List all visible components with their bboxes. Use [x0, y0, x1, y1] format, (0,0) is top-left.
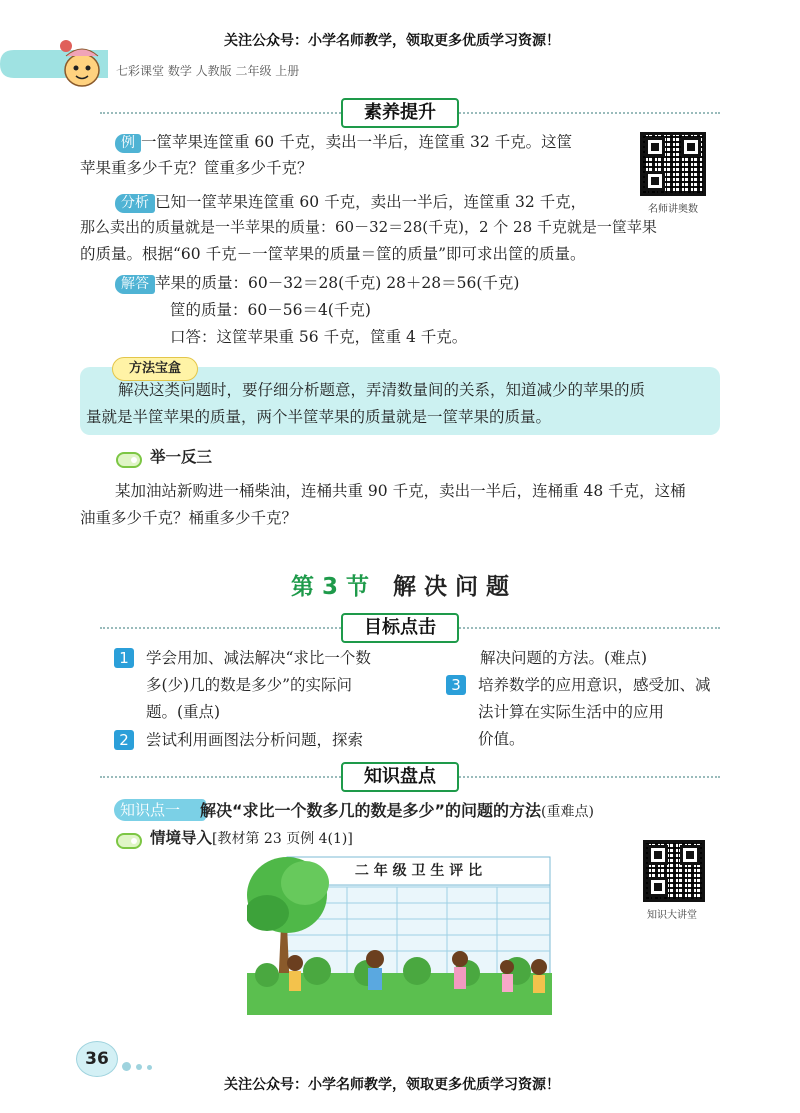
- illustration-hygiene-board: [247, 855, 552, 1015]
- goal-3-line-1: 培养数学的应用意识，感受加、减: [478, 676, 711, 694]
- qr-code-icon[interactable]: [643, 840, 705, 902]
- analysis-line-1: 分析 已知一筐苹果连筐重 60 千克，卖出一半后，连筐重 32 千克，: [115, 189, 586, 216]
- scenario-intro: 情境导入[教材第 23 页例 4(1)]: [150, 829, 353, 847]
- answer-line-3: 口答：这筐苹果重 56 千克，筐重 4 千克。: [170, 328, 468, 346]
- answer-line-1: 解答 苹果的质量：60－32＝28(千克) 28＋28＝56(千克): [115, 270, 519, 297]
- practice-line-2: 油重多少千克？桶重多少千克？: [80, 509, 298, 527]
- example-line-1: 例 一筐苹果连筐重 60 千克，卖出一半后，连筐重 32 千克。这筐: [115, 129, 572, 156]
- decor-dot: [147, 1065, 152, 1070]
- section-3-title: 第 3 节 解 决 问 题: [290, 574, 510, 600]
- example-line-2: 苹果重多少千克？筐重多少千克？: [80, 159, 313, 177]
- goal-number-3: 3: [446, 675, 466, 695]
- speech-bubble-icon: [116, 833, 142, 849]
- practice-title: 举一反三: [150, 448, 213, 466]
- example-label: 例: [115, 134, 141, 153]
- qr-caption-1: 名师讲奥数: [648, 204, 698, 215]
- decor-dot: [122, 1062, 131, 1071]
- section-tag-goals: 目标点击: [341, 613, 459, 643]
- goal-number-1: 1: [114, 648, 134, 668]
- speech-bubble-icon: [116, 452, 142, 468]
- method-tip-badge: 方法宝盒: [112, 357, 198, 381]
- goal-3-line-3: 价值。: [478, 730, 525, 748]
- answer-label: 解答: [115, 275, 155, 294]
- qr-caption-2: 知识大讲堂: [647, 910, 697, 921]
- practice-line-1: 某加油站新购进一桶柴油，连桶共重 90 千克，卖出一半后，连桶重 48 千克，这桶: [115, 482, 686, 500]
- promo-banner-top: 关注公众号：小学名师教学，领取更多优质学习资源！: [224, 33, 560, 49]
- goal-number-2: 2: [114, 730, 134, 750]
- goal-1-line-2: 多(少)几的数是多少”的实际问: [146, 676, 353, 694]
- knowledge-point-label: 知识点一: [114, 799, 206, 821]
- analysis-label: 分析: [115, 194, 155, 213]
- tip-line-1: 解决这类问题时，要仔细分析题意，弄清数量间的关系，知道减少的苹果的质: [118, 381, 646, 399]
- section-tag-suyang: 素养提升: [341, 98, 459, 128]
- promo-banner-bottom: 关注公众号：小学名师教学，领取更多优质学习资源！: [224, 1077, 560, 1093]
- knowledge-point-title: 解决“求比一个数多几的数是多少”的问题的方法(重难点): [200, 801, 594, 820]
- analysis-line-2: 那么卖出的质量就是一半苹果的质量：60－32＝28(千克)，2 个 28 千克就是一筐苹果: [80, 218, 657, 236]
- goal-2-line-2: 解决问题的方法。(难点): [480, 649, 648, 667]
- goal-2-line-1: 尝试利用画图法分析问题，探索: [146, 731, 364, 749]
- goal-3-line-2: 法计算在实际生活中的应用: [478, 703, 665, 721]
- page-number: 36: [76, 1041, 118, 1077]
- decor-dot: [136, 1064, 142, 1070]
- book-title: 七彩课堂 数学 人教版 二年级 上册: [116, 64, 300, 78]
- analysis-line-3: 的质量。根据“60 千克－一筐苹果的质量＝筐的质量”即可求出筐的质量。: [80, 245, 586, 263]
- goal-1-line-3: 题。(重点): [146, 703, 221, 721]
- qr-code-icon[interactable]: [640, 132, 706, 196]
- tip-line-2: 量就是半筐苹果的质量，两个半筐苹果的质量就是一筐苹果的质量。: [86, 408, 552, 426]
- mascot-icon: [52, 36, 112, 92]
- goal-1-line-1: 学会用加、减法解决“求比一个数: [146, 649, 371, 667]
- answer-line-2: 筐的质量：60－56＝4(千克): [170, 301, 371, 319]
- board-title: 二 年 级 卫 生 评 比: [354, 863, 483, 879]
- section-tag-knowledge: 知识盘点: [341, 762, 459, 792]
